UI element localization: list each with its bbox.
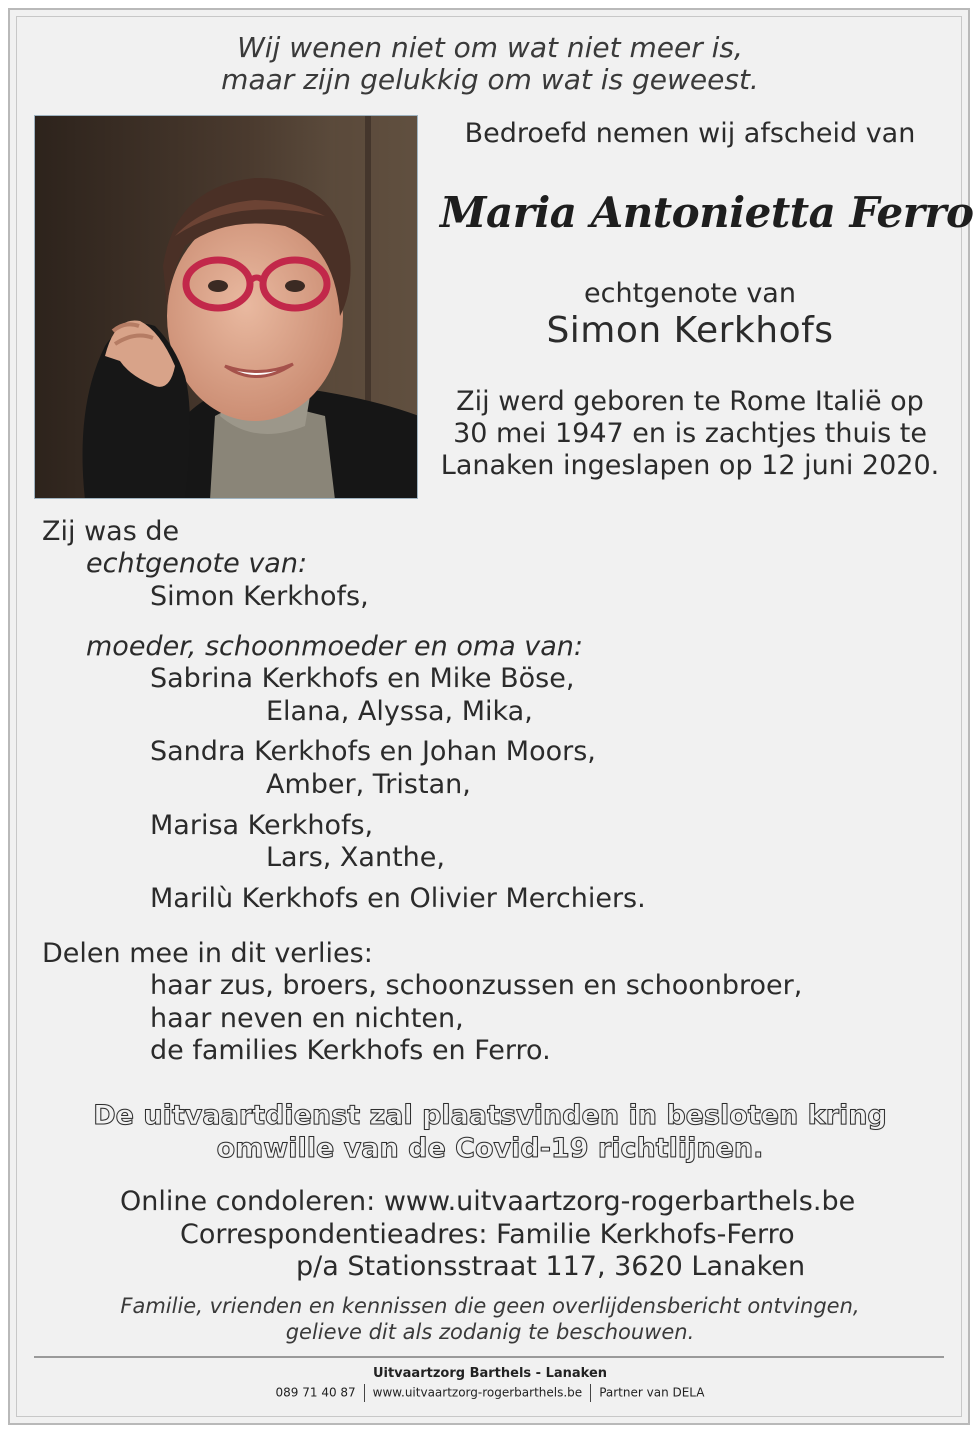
grandchildren: Amber, Tristan,: [266, 769, 471, 800]
footer-phone: 089 71 40 87: [275, 1385, 356, 1400]
correspondence-street: p/a Stationsstraat 117, 3620 Lanaken: [296, 1251, 806, 1282]
family-intro: Zij was de: [42, 516, 180, 547]
child-parents: Marisa Kerkhofs,: [150, 810, 374, 841]
online-condolences: Online condoleren: www.uitvaartzorg-rogerbarthels.be: [120, 1186, 856, 1217]
child-parents: Sandra Kerkhofs en Johan Moors,: [150, 736, 596, 767]
mourners-line: haar neven en nichten,: [150, 1003, 464, 1034]
footer-divider: [34, 1356, 944, 1358]
mourners-line: haar zus, broers, schoonzussen en schoonbroer,: [150, 970, 803, 1001]
quote-line-1: Wij wenen niet om wat niet meer is,: [237, 31, 743, 64]
portrait-illustration: [35, 116, 418, 499]
spouse-name: Simon Kerkhofs: [546, 310, 834, 351]
grandchildren: Lars, Xanthe,: [266, 842, 445, 873]
intro-text: Bedroefd nemen wij afscheid van: [464, 118, 916, 149]
footer-separator: [590, 1384, 591, 1402]
death-line-3: Lanaken ingeslapen op 12 juni 2020.: [440, 450, 940, 481]
portrait-photo: [34, 115, 418, 499]
funeral-home-name: Uitvaartzorg Barthels - Lanaken: [372, 1366, 608, 1381]
footer-contact-line: [0, 1384, 980, 1402]
family-children-label: moeder, schoonmoeder en oma van:: [86, 631, 583, 662]
service-notice-line-1: De uitvaartdienst zal plaatsvinden in besloten kring: [93, 1100, 887, 1131]
closing-note-line-1: Familie, vrienden en kennissen die geen overlijdensbericht ontvingen,: [120, 1294, 860, 1318]
service-notice-line-2: omwille van de Covid-19 richtlijnen.: [216, 1133, 764, 1164]
family-spouse-label: echtgenote van:: [86, 548, 308, 579]
mourners-label: Delen mee in dit verlies:: [42, 938, 373, 969]
mourners-line: de families Kerkhofs en Ferro.: [150, 1035, 551, 1066]
closing-note-line-2: gelieve dit als zodanig te beschouwen.: [285, 1320, 695, 1344]
birth-line-2: 30 mei 1947 en is zachtjes thuis te: [453, 418, 927, 449]
child-parents: Sabrina Kerkhofs en Mike Böse,: [150, 663, 575, 694]
deceased-name: Maria Antonietta Ferro: [440, 188, 974, 237]
birth-line-1: Zij werd geboren te Rome Italië op: [456, 386, 924, 417]
child-parents: Marilù Kerkhofs en Olivier Merchiers.: [150, 883, 646, 914]
correspondence-address: Correspondentieadres: Familie Kerkhofs-Ferro: [180, 1219, 795, 1250]
footer-partner: Partner van DELA: [599, 1385, 705, 1400]
footer-separator: [364, 1384, 365, 1402]
grandchildren: Elana, Alyssa, Mika,: [266, 696, 533, 727]
footer-website-link[interactable]: www.uitvaartzorg-rogerbarthels.be: [372, 1385, 583, 1400]
spouse-label: echtgenote van: [584, 278, 796, 309]
quote-line-2: maar zijn gelukkig om wat is geweest.: [221, 63, 759, 96]
family-spouse-name: Simon Kerkhofs,: [150, 581, 369, 612]
